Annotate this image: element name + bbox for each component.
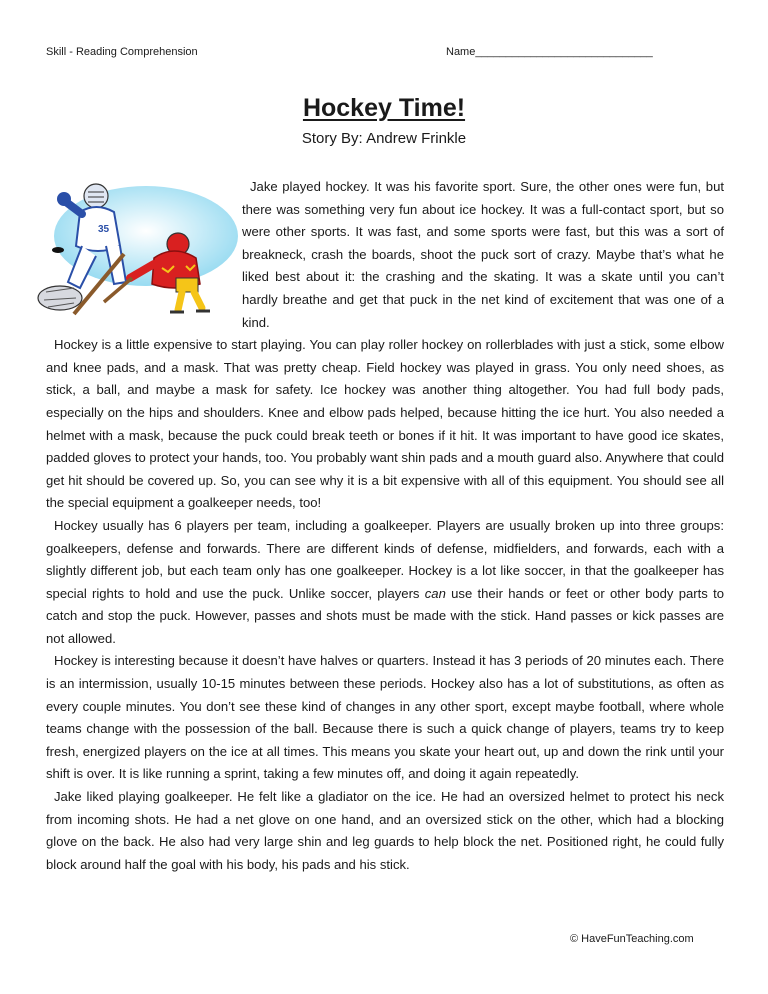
story-title: Hockey Time! bbox=[302, 94, 466, 122]
paragraph-3 bbox=[46, 515, 724, 651]
paragraph-3-start: Hockey usually has 6 players per team, including a goalkeeper. Players are usually broken up into three groups: goalkeepers, defense and forwards. There are different kinds of defense, midfielders, and forwards, each with a slightly different job, but each team only has one goalkeeper. Hockey is a lot like soccer, in that the goalkeeper has special rights to hold and use the puck. Unlike soccer, players bbox=[46, 517, 724, 601]
story-byline: Story By: Andrew Frinkle bbox=[301, 130, 467, 147]
paragraph-1: Jake played hockey. It was his favorite sport. Sure, the other ones were fun, but there was something very fun about ice hockey. It was a full-contact sport, but so were other sports. It was fast, and some sports were fast, but this was a sort of breakneck, crash the boards, shoot the puck sort of crazy. Maybe that’s what he liked best about it: the crashing and the skating. It was a skate until you can’t hardly breathe and get that puck in the net kind of excitement that was one of a kind. bbox=[242, 179, 724, 330]
story-text bbox=[46, 176, 724, 876]
name-field: Name_____________________________ bbox=[446, 46, 653, 58]
paragraph-5: Jake liked playing goalkeeper. He felt like a gladiator on the ice. He had an oversized helmet to protect his neck from incoming shots. He had a net glove on one hand, and an oversized stick on the other, which had a blocking glove on the back. He also had very large shin and leg guards to help block the net. Positioned right, he could fully block around half the goal with his body, his pads and his stick. bbox=[46, 789, 724, 872]
paragraph-3-emphasis: can bbox=[424, 585, 446, 601]
skill-label: Skill - Reading Comprehension bbox=[46, 46, 198, 58]
jersey-number: 35 bbox=[98, 224, 110, 235]
paragraph-3-end: use their hands or feet or other body parts to catch and stop the puck. However, passes and shots must be made with the stick. Hand passes or kick passes are not allowed. bbox=[46, 585, 725, 646]
paragraph-2: Hockey is a little expensive to start playing. You can play roller hockey on rollerblades with just a stick, some elbow and knee pads, and a mask. That was pretty cheap. Field hockey was played in grass. You only need shoes, as stick, a ball, and maybe a mask for safety. Ice hockey was another thing altogether. You had full body pads, especially on the hips and shoulders. Knee and elbow pads helped, because hitting the ice hurt. You also needed a helmet with a mask, because the puck could break teeth or bones if it hit. It was important to have good ice skates, padded gloves to protect your hands, too. You probably want shin pads and a mouth guard also. Anywhere that could get hit should be covered up. So, you can see why it is a bit expensive with all of this equipment. You should see all the special equipment a goalkeeper needs, too! bbox=[46, 337, 724, 511]
illustration-space bbox=[46, 176, 242, 326]
copyright-footer: © HaveFunTeaching.com bbox=[570, 933, 694, 945]
paragraph-4: Hockey is interesting because it doesn’t have halves or quarters. Instead it has 3 periods of 20 minutes each. There is an intermission, usually 10-15 minutes between these periods. Hockey also has a lot of substitutions, as often as every couple minutes. You don’t see these kind of changes in any other sport, except maybe football, where whole teams change with the possession of the ball. Because there is such a quick change of players, teams try to keep fresh, energized players on the ice at all times. This means you skate your heart out, up and down the rink until your shift is over. It is like running a sprint, taking a few minutes off, and doing it again repeatedly. bbox=[46, 653, 724, 782]
